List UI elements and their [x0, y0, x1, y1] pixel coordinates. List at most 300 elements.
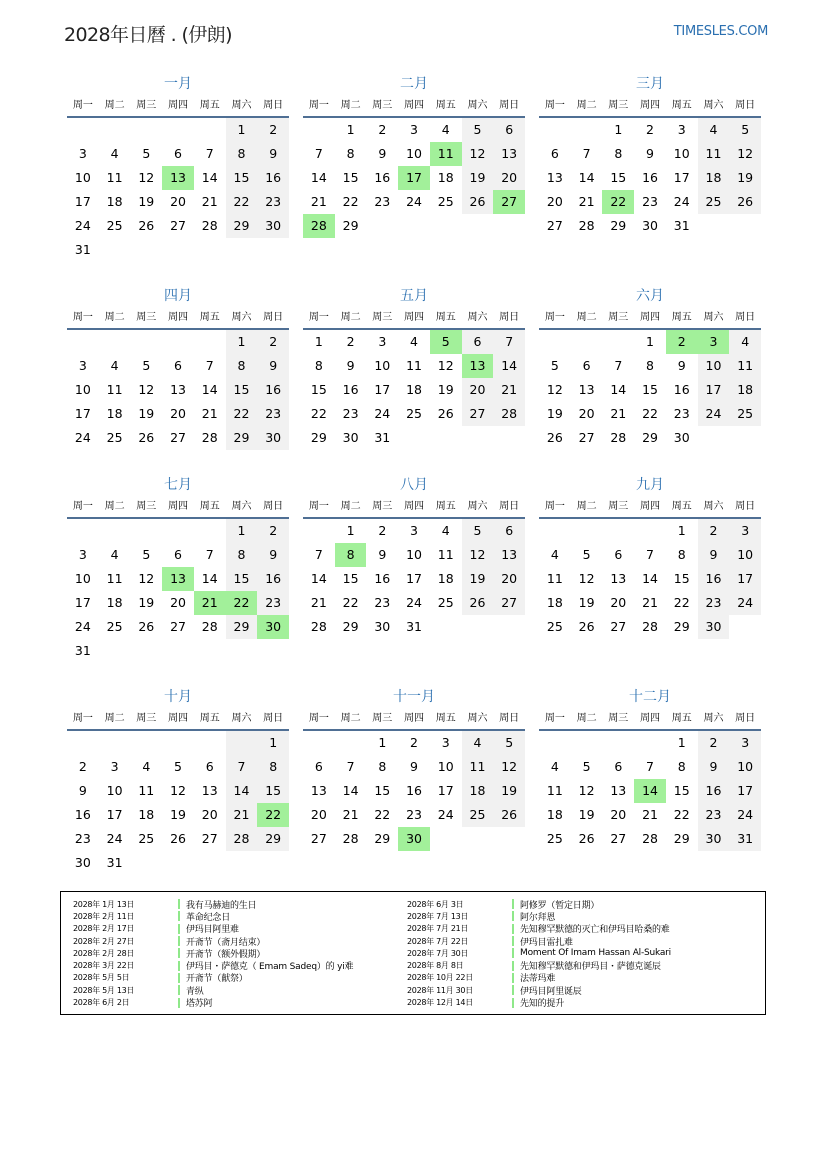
day-cell: 30	[698, 615, 730, 639]
day-cell: 1	[226, 118, 258, 142]
holiday-name: 先知穆罕默德和伊玛目・萨德克诞辰	[520, 962, 661, 973]
holiday-marker	[512, 911, 514, 921]
day-cell: 24	[74, 619, 91, 634]
day-cell: 26	[170, 831, 186, 846]
day-cell: 2	[378, 523, 387, 538]
day-cell: 18	[106, 194, 123, 209]
weekday-label: 周日	[263, 713, 284, 724]
day-cell: 29	[673, 619, 690, 634]
holiday-day-cell: 8	[335, 543, 367, 567]
day-cell: 27	[170, 218, 186, 233]
weekday-label: 周六	[467, 312, 488, 323]
day-cell: 1	[614, 122, 623, 137]
holiday-day-cell: 11	[430, 142, 462, 166]
day-cell: 6	[493, 118, 525, 142]
day-cell: 23	[342, 406, 359, 421]
day-cell: 19	[729, 166, 761, 190]
day-cell: 22	[673, 807, 690, 822]
weekday-label: 周三	[372, 501, 393, 512]
day-cell: 23	[406, 807, 422, 822]
day-cell: 21	[642, 595, 658, 610]
month-block	[539, 72, 761, 238]
day-cell: 23	[698, 803, 730, 827]
week-row	[539, 543, 761, 567]
holiday-row	[407, 996, 671, 1008]
day-cell: 3	[110, 759, 119, 774]
day-cell: 26	[578, 619, 595, 634]
day-cell: 28	[610, 430, 627, 445]
day-cell: 24	[437, 807, 454, 822]
day-cell: 9	[698, 755, 730, 779]
week-row	[67, 238, 289, 262]
holiday-marker	[178, 936, 180, 946]
day-cell: 7	[205, 358, 214, 373]
holiday-column-right	[407, 898, 671, 1009]
weekday-label: 周六	[703, 100, 724, 111]
day-cell: 7	[493, 330, 525, 354]
day-cell: 6	[550, 146, 559, 161]
day-cell: 14	[201, 571, 218, 586]
day-cell: 2	[257, 519, 289, 543]
empty-cell	[99, 330, 131, 354]
holiday-marker	[512, 924, 514, 934]
holiday-row	[407, 972, 671, 984]
day-cell: 18	[138, 807, 155, 822]
empty-cell	[99, 519, 131, 543]
weekday-label: 周二	[340, 713, 361, 724]
holiday-marker	[512, 961, 514, 971]
day-cell: 2	[346, 334, 355, 349]
day-cell: 8	[614, 146, 623, 161]
day-cell: 28	[642, 619, 658, 634]
week-row	[303, 731, 525, 755]
day-cell: 22	[342, 194, 359, 209]
day-cell: 22	[342, 595, 359, 610]
day-cell: 31	[673, 218, 690, 233]
day-cell: 17	[437, 783, 454, 798]
empty-cell	[226, 731, 258, 755]
day-cell: 3	[378, 334, 387, 349]
day-cell: 6	[314, 759, 323, 774]
day-cell: 21	[493, 378, 525, 402]
empty-cell	[462, 214, 494, 238]
day-cell: 22	[673, 595, 690, 610]
month-block	[303, 284, 525, 450]
day-cell: 29	[342, 218, 359, 233]
weekday-label: 周四	[168, 713, 189, 724]
holiday-day-cell: 30	[257, 615, 289, 639]
day-cell: 13	[578, 382, 595, 397]
empty-cell	[571, 731, 603, 755]
day-cell: 20	[546, 194, 563, 209]
holiday-name: 伊玛目・萨德克（ Emam Sadeq）的 yi难	[186, 962, 354, 973]
week-row	[539, 354, 761, 378]
day-cell: 3	[410, 122, 418, 137]
weekday-label: 周六	[231, 501, 252, 512]
day-cell: 18	[437, 170, 454, 185]
day-cell: 10	[698, 354, 730, 378]
weekday-label: 周一	[308, 312, 329, 323]
day-cell: 6	[174, 146, 182, 161]
month-name: 十二月	[629, 689, 671, 705]
day-cell: 27	[201, 831, 218, 846]
page-title: 2028年日曆 . (伊朗)	[64, 24, 232, 46]
holiday-name: 开斋节（斋月结束）	[186, 937, 266, 948]
empty-cell	[602, 330, 634, 354]
holiday-row	[73, 972, 353, 984]
day-cell: 29	[257, 827, 289, 851]
day-cell: 17	[374, 382, 391, 397]
day-cell: 17	[729, 779, 761, 803]
day-cell: 16	[406, 783, 422, 798]
day-cell: 13	[493, 543, 525, 567]
empty-cell	[303, 731, 335, 755]
day-cell: 23	[74, 831, 91, 846]
holiday-row	[407, 910, 671, 922]
empty-cell	[226, 238, 258, 262]
day-cell: 23	[257, 402, 289, 426]
holiday-day-cell: 22	[226, 591, 258, 615]
day-cell: 16	[74, 807, 91, 822]
weekday-label: 周三	[136, 713, 157, 724]
week-row	[303, 591, 525, 615]
day-cell: 9	[257, 543, 289, 567]
weekday-label: 周三	[372, 713, 393, 724]
week-row	[67, 378, 289, 402]
holiday-marker	[178, 998, 180, 1008]
day-cell: 24	[673, 194, 690, 209]
day-cell: 17	[673, 170, 690, 185]
week-row	[539, 779, 761, 803]
empty-cell	[493, 615, 525, 639]
weekday-header	[303, 308, 525, 330]
week-row	[303, 118, 525, 142]
empty-cell	[194, 851, 226, 875]
day-cell: 9	[257, 142, 289, 166]
day-cell: 3	[410, 523, 418, 538]
day-cell: 31	[406, 619, 422, 634]
empty-cell	[130, 330, 162, 354]
week-row	[303, 166, 525, 190]
weekday-label: 周六	[467, 501, 488, 512]
month-block	[67, 72, 289, 262]
day-cell: 16	[698, 567, 730, 591]
day-cell: 20	[170, 194, 186, 209]
weekday-label: 周一	[308, 713, 329, 724]
week-row	[303, 214, 525, 238]
weekday-label: 周五	[671, 100, 692, 111]
day-cell: 15	[310, 382, 327, 397]
day-cell: 16	[374, 571, 391, 586]
day-cell: 21	[610, 406, 627, 421]
weekday-label: 周日	[735, 713, 756, 724]
empty-cell	[99, 118, 131, 142]
day-cell: 25	[546, 831, 563, 846]
day-cell: 21	[201, 406, 218, 421]
site-name[interactable]: TIMESLES.COM	[673, 24, 768, 39]
day-cell: 7	[205, 146, 214, 161]
day-cell: 3	[729, 731, 761, 755]
day-cell: 27	[578, 430, 595, 445]
weekday-header	[303, 709, 525, 731]
weekday-label: 周四	[168, 100, 189, 111]
empty-cell	[335, 731, 367, 755]
day-cell: 14	[610, 382, 627, 397]
day-cell: 8	[226, 142, 258, 166]
day-cell: 20	[493, 567, 525, 591]
day-cell: 25	[106, 619, 123, 634]
week-row	[67, 803, 289, 827]
holiday-day-cell: 22	[257, 803, 289, 827]
holiday-marker	[512, 899, 514, 909]
empty-cell	[539, 118, 571, 142]
day-cell: 12	[578, 571, 595, 586]
day-cell: 5	[493, 731, 525, 755]
weekday-label: 周日	[735, 501, 756, 512]
day-cell: 28	[642, 831, 658, 846]
day-cell: 26	[437, 406, 454, 421]
week-row	[303, 402, 525, 426]
month-name: 八月	[400, 477, 428, 493]
empty-cell	[130, 118, 162, 142]
month-name: 十月	[164, 689, 192, 705]
weekday-label: 周五	[671, 312, 692, 323]
day-cell: 9	[646, 146, 654, 161]
day-cell: 29	[642, 430, 658, 445]
day-cell: 7	[226, 755, 258, 779]
holiday-name: 我有马赫迪的生日	[186, 900, 257, 911]
empty-cell	[130, 851, 162, 875]
day-cell: 9	[78, 783, 87, 798]
day-cell: 8	[646, 358, 654, 373]
day-cell: 19	[546, 406, 563, 421]
weekday-label: 周一	[72, 501, 93, 512]
weekday-label: 周四	[168, 501, 189, 512]
day-cell: 16	[257, 567, 289, 591]
day-cell: 16	[257, 378, 289, 402]
holiday-name: 伊玛目阿里难	[186, 925, 239, 936]
day-cell: 6	[614, 547, 623, 562]
empty-cell	[698, 426, 730, 450]
day-cell: 25	[698, 190, 730, 214]
day-cell: 7	[205, 547, 214, 562]
day-cell: 4	[550, 547, 559, 562]
day-cell: 15	[342, 571, 359, 586]
weekday-label: 周五	[199, 713, 220, 724]
empty-cell	[729, 214, 761, 238]
week-row	[303, 354, 525, 378]
day-cell: 3	[441, 735, 450, 750]
day-cell: 17	[106, 807, 123, 822]
day-cell: 28	[226, 827, 258, 851]
day-cell: 24	[374, 406, 391, 421]
day-cell: 20	[493, 166, 525, 190]
empty-cell	[539, 731, 571, 755]
day-cell: 17	[74, 194, 91, 209]
day-cell: 26	[462, 591, 494, 615]
day-cell: 19	[578, 595, 595, 610]
day-cell: 31	[74, 242, 91, 257]
day-cell: 26	[462, 190, 494, 214]
day-cell: 15	[226, 567, 258, 591]
day-cell: 23	[257, 190, 289, 214]
empty-cell	[634, 519, 666, 543]
week-row	[303, 755, 525, 779]
month-block	[67, 685, 289, 875]
day-cell: 4	[110, 358, 119, 373]
holiday-date: 2028年 10月 22日	[407, 973, 473, 983]
day-cell: 11	[546, 783, 563, 798]
month-name: 九月	[636, 477, 664, 493]
day-cell: 11	[138, 783, 155, 798]
week-row	[303, 803, 525, 827]
holiday-date: 2028年 3月 22日	[73, 961, 135, 971]
day-cell: 30	[642, 218, 658, 233]
day-cell: 28	[342, 831, 359, 846]
empty-cell	[462, 615, 494, 639]
day-cell: 14	[310, 571, 327, 586]
month-block	[539, 473, 761, 639]
day-cell: 3	[677, 122, 686, 137]
day-cell: 4	[142, 759, 151, 774]
holiday-row	[73, 898, 353, 910]
holiday-day-cell: 13	[162, 567, 194, 591]
week-row	[539, 827, 761, 851]
day-cell: 23	[257, 591, 289, 615]
day-cell: 26	[493, 803, 525, 827]
day-cell: 25	[106, 430, 123, 445]
empty-cell	[194, 731, 226, 755]
day-cell: 20	[610, 595, 627, 610]
day-cell: 30	[698, 827, 730, 851]
day-cell: 11	[106, 571, 123, 586]
day-cell: 10	[406, 547, 422, 562]
holiday-date: 2028年 2月 27日	[73, 936, 135, 946]
empty-cell	[67, 118, 99, 142]
day-cell: 9	[257, 354, 289, 378]
day-cell: 12	[138, 170, 155, 185]
week-row	[67, 519, 289, 543]
weekday-header	[67, 709, 289, 731]
day-cell: 12	[138, 571, 155, 586]
holiday-marker	[178, 911, 180, 921]
weekday-label: 周二	[576, 501, 597, 512]
day-cell: 29	[610, 218, 627, 233]
holiday-date: 2028年 7月 30日	[407, 948, 469, 958]
week-row	[67, 118, 289, 142]
weekday-label: 周二	[104, 100, 125, 111]
holiday-day-cell: 28	[303, 214, 335, 238]
day-cell: 14	[201, 382, 218, 397]
holiday-name: 法蒂玛难	[520, 974, 556, 985]
empty-cell	[226, 851, 258, 875]
day-cell: 15	[257, 779, 289, 803]
day-cell: 21	[226, 803, 258, 827]
day-cell: 23	[374, 194, 391, 209]
weekday-label: 周二	[576, 100, 597, 111]
day-cell: 12	[729, 142, 761, 166]
day-cell: 30	[374, 619, 391, 634]
day-cell: 5	[582, 759, 591, 774]
day-cell: 20	[310, 807, 327, 822]
day-cell: 16	[374, 170, 391, 185]
weekday-label: 周六	[703, 713, 724, 724]
holiday-day-cell: 17	[398, 166, 430, 190]
week-row	[303, 827, 525, 851]
day-cell: 15	[673, 571, 690, 586]
day-cell: 4	[550, 759, 559, 774]
month-name: 七月	[164, 477, 192, 493]
day-cell: 13	[310, 783, 327, 798]
day-cell: 12	[493, 755, 525, 779]
day-cell: 31	[374, 430, 391, 445]
weekday-label: 周六	[703, 312, 724, 323]
weekday-header	[67, 308, 289, 330]
day-cell: 5	[462, 118, 494, 142]
week-row	[67, 426, 289, 450]
holiday-day-cell: 30	[398, 827, 430, 851]
day-cell: 18	[406, 382, 422, 397]
empty-cell	[493, 214, 525, 238]
weekday-label: 周一	[544, 312, 565, 323]
weekday-label: 周五	[199, 100, 220, 111]
day-cell: 25	[729, 402, 761, 426]
day-cell: 1	[346, 122, 355, 137]
weekday-label: 周日	[263, 312, 284, 323]
month-block	[539, 685, 761, 851]
day-cell: 9	[410, 759, 418, 774]
weekday-label: 周二	[340, 501, 361, 512]
day-cell: 1	[257, 731, 289, 755]
day-cell: 7	[314, 547, 323, 562]
day-cell: 12	[546, 382, 563, 397]
day-cell: 27	[462, 402, 494, 426]
holiday-row	[73, 984, 353, 996]
empty-cell	[194, 639, 226, 663]
day-cell: 19	[437, 382, 454, 397]
holiday-name: 开斋节（献祭）	[186, 974, 248, 985]
day-cell: 2	[698, 519, 730, 543]
weekday-header	[67, 96, 289, 118]
week-row	[539, 166, 761, 190]
day-cell: 16	[698, 779, 730, 803]
day-cell: 1	[226, 519, 258, 543]
weekday-header	[303, 96, 525, 118]
empty-cell	[67, 731, 99, 755]
empty-cell	[493, 827, 525, 851]
day-cell: 8	[346, 146, 355, 161]
holiday-name: 先知的提升	[520, 999, 565, 1010]
day-cell: 29	[374, 831, 391, 846]
weekday-label: 周一	[544, 100, 565, 111]
day-cell: 7	[646, 547, 654, 562]
day-cell: 10	[74, 170, 91, 185]
day-cell: 2	[78, 759, 87, 774]
holiday-date: 2028年 6月 2日	[73, 998, 130, 1008]
day-cell: 4	[698, 118, 730, 142]
day-cell: 9	[677, 358, 686, 373]
day-cell: 18	[437, 571, 454, 586]
day-cell: 9	[378, 146, 387, 161]
empty-cell	[162, 639, 194, 663]
week-row	[539, 426, 761, 450]
day-cell: 25	[406, 406, 422, 421]
week-row	[67, 330, 289, 354]
holiday-name: 塔苏阿	[186, 999, 213, 1010]
weekday-label: 周二	[104, 713, 125, 724]
day-cell: 4	[729, 330, 761, 354]
day-cell: 19	[493, 779, 525, 803]
